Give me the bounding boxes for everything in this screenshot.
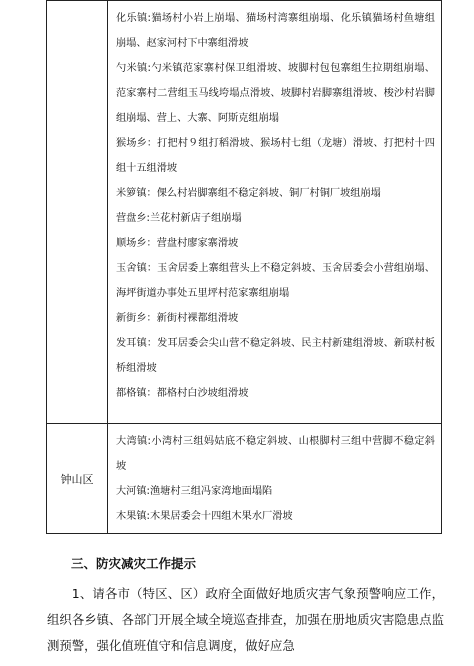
section-heading: 三、防灾减灾工作提示 (71, 556, 197, 571)
region-cell: 钟山区 (47, 424, 108, 534)
list-item: 化乐镇:猫场村小岩上崩塌、猫场村湾寨组崩塌、化乐镇猫场村鱼塘组崩塌、赵家河村下中寨组滑坡 (116, 13, 435, 49)
list-item: 勺米镇:勺米镇范家寨村保卫组滑坡、坡脚村包包寨组生拉期组崩塌、范家寨村二营组玉马线垮塌点滑坡、坡脚村岩脚寨组滑坡、梭沙村岩脚组崩塌、营上、大寨、阿斯克组崩塌 (116, 63, 435, 124)
list-item: 都格镇：都格村白沙坡组滑坡 (116, 388, 249, 399)
list-item: 发耳镇：发耳居委会尖山营不稳定斜坡、民主村新建组滑坡、新联村板桥组滑坡 (116, 338, 435, 374)
body-paragraph: 1、请各市（特区、区）政府全面做好地质灾害气象预警响应工作，组织各乡镇、各部门开展全域全境巡查排查，加强在册地质灾害隐患点监测预警，强化值班值守和信息调度，做好应急 (47, 586, 444, 653)
list-item: 大湾镇:小湾村三组妈姑底不稳定斜坡、山根脚村三组中营脚不稳定斜坡 (116, 436, 435, 472)
list-item: 玉舍镇：玉舍居委上寨组营头上不稳定斜坡、玉舍居委会小营组崩塌、海坪街道办事处五里坪村范家寨组崩塌 (116, 263, 435, 299)
region-cell (47, 1, 108, 424)
hazard-sites-table (46, 0, 442, 534)
list-item: 猴场乡：打把村９组打稻滑坡、猴场村七组（龙塘）滑坡、打把村十四组十五组滑坡 (116, 138, 435, 174)
list-item: 木果镇:木果居委会十四组木果水厂滑坡 (116, 511, 293, 522)
entries-cell (108, 424, 442, 534)
table-row (47, 1, 442, 424)
list-item: 顺场乡：营盘村廖家寨滑坡 (116, 238, 239, 249)
list-item: 营盘乡:兰花村新店子组崩塌 (116, 213, 242, 224)
list-item: 新街乡：新街村裸都组滑坡 (116, 313, 239, 324)
list-item: 大河镇:渔塘村三组冯家湾地面塌陷 (116, 486, 273, 497)
table-row (47, 424, 442, 534)
entries-cell (108, 1, 442, 424)
list-item: 米箩镇：倮么村岩脚寨组不稳定斜坡、铜厂村铜厂坡组崩塌 (116, 188, 381, 199)
